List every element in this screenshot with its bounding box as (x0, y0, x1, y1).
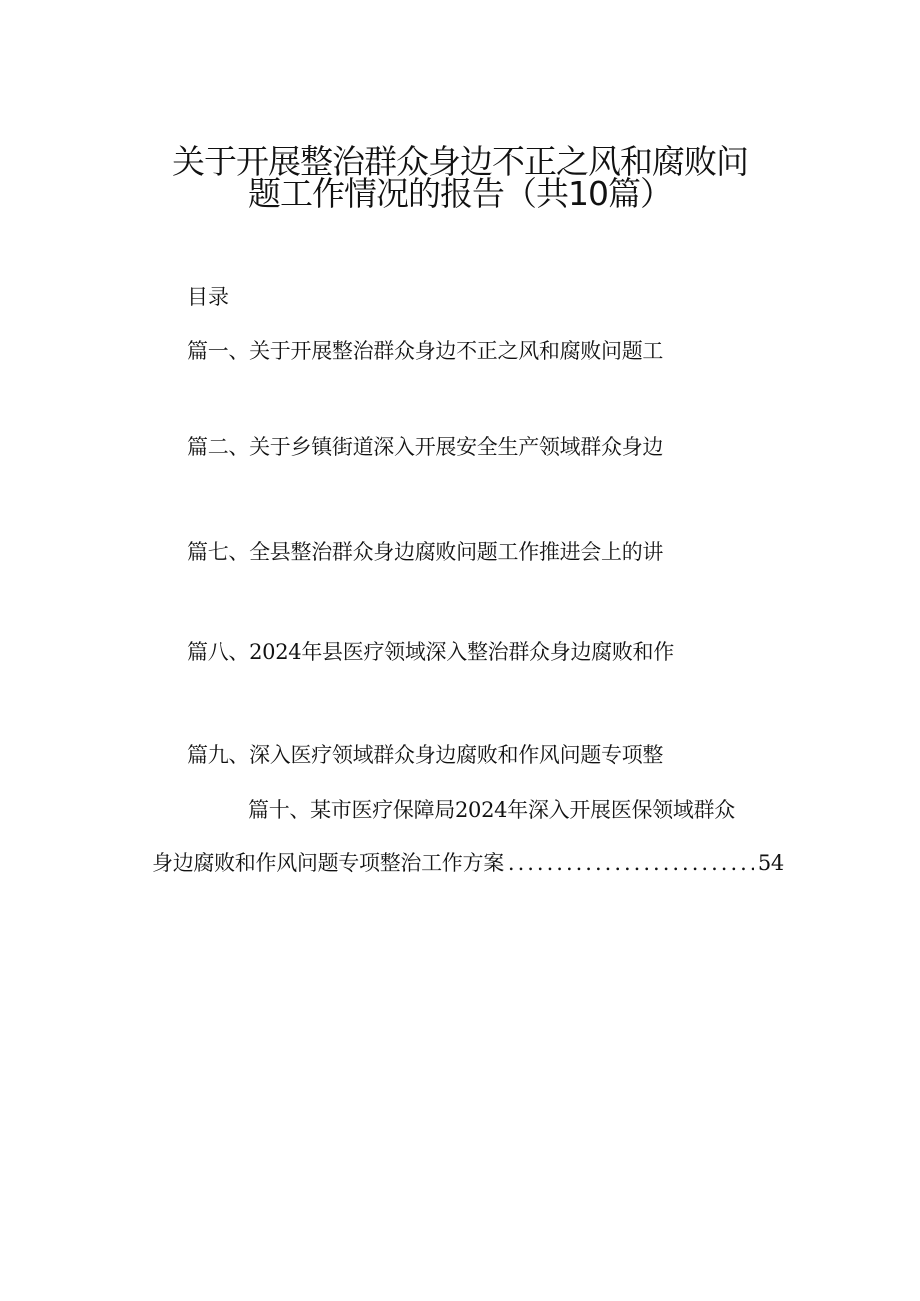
toc-item[interactable]: 篇八、2024年县医疗领域深入整治群众身边腐败和作 (187, 640, 674, 664)
toc-item[interactable]: 篇七、全县整治群众身边腐败问题工作推进会上的讲 (187, 540, 664, 564)
toc-item[interactable]: 篇九、深入医疗领域群众身边腐败和作风问题专项整 (187, 743, 664, 767)
toc-item-last-line-2[interactable] (152, 848, 784, 878)
document-title-line-1: 关于开展整治群众身边不正之风和腐败问 (172, 142, 748, 181)
toc-leader-dots (508, 848, 754, 878)
toc-item[interactable]: 篇二、关于乡镇街道深入开展安全生产领域群众身边 (187, 435, 664, 459)
toc-item-last-text: 身边腐败和作风问题专项整治工作方案 (152, 851, 504, 875)
toc-item-last-line-1[interactable]: 篇十、某市医疗保障局2024年深入开展医保领域群众 (248, 798, 735, 822)
document-title-line-2: 题工作情况的报告（共10篇） (248, 174, 672, 213)
toc-page-number: 54 (757, 851, 784, 875)
toc-item[interactable]: 篇一、关于开展整治群众身边不正之风和腐败问题工 (187, 339, 664, 363)
toc-heading: 目录 (187, 285, 229, 309)
